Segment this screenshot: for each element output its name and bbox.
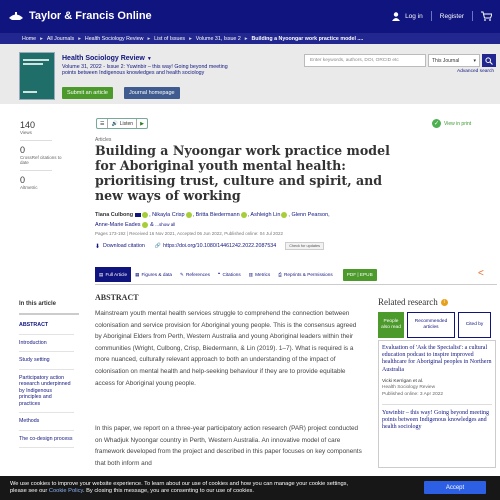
accept-cookies-button[interactable]: Accept: [424, 481, 486, 494]
view-in-print[interactable]: ✓ View in print: [433, 120, 472, 127]
nav-item-introduction[interactable]: Introduction: [19, 340, 74, 353]
in-this-article-nav: [19, 301, 71, 453]
related-article-link[interactable]: Yuwinbir – this way! Going beyond meeting points between Indigenous knowledges and health sociology: [382, 409, 489, 430]
breadcrumb-current: Building a Nyoongar work practice model ....: [251, 35, 364, 42]
article-tabs: [95, 267, 377, 282]
journal-issue-info[interactable]: Volume 31, 2022 - Issue 2: Yuwinbir – this way! Going beyond meeting points between Indigenous knowledges and health sociology: [62, 64, 228, 77]
breadcrumb-home[interactable]: Home: [22, 35, 37, 42]
journal-cover[interactable]: [19, 52, 55, 100]
article-dates: Pages 173-192 | Received 16 Nov 2021, Accepted 06 Jun 2022, Published online: 04 Jul 2022: [95, 231, 284, 236]
author-name[interactable]: Nikayla Crisp: [152, 212, 185, 218]
orcid-icon[interactable]: [281, 212, 287, 218]
nav-item-methods[interactable]: Methods: [19, 418, 74, 431]
orcid-icon[interactable]: [142, 212, 148, 218]
bar-chart-icon: ▥: [248, 271, 254, 277]
advanced-search-link[interactable]: Advanced search: [457, 69, 495, 74]
submit-article-button[interactable]: Submit an article: [62, 87, 113, 99]
related-tabs: [378, 312, 496, 338]
author-list: Tiana Culbong , Nikayla Crisp , Britta Biedermann , Ashleigh Lin , Glenn Pearson, Anne-Marie Eades & ...show all: [95, 212, 330, 228]
orcid-icon[interactable]: [142, 222, 148, 228]
user-icon: [392, 12, 400, 21]
altmetric-label: Altmetric: [20, 185, 38, 190]
cookie-banner: [0, 476, 500, 500]
quote-icon: ❝: [217, 271, 221, 277]
tab-reprints[interactable]: ⎙ Reprints & Permissions: [278, 272, 333, 277]
chevron-down-icon: ▼: [146, 56, 152, 62]
related-research-heading: Related research i: [378, 297, 496, 307]
play-icon[interactable]: ▶: [140, 120, 144, 127]
abstract-heading: ABSTRACT: [95, 293, 139, 302]
crossref-count: 0: [20, 145, 26, 155]
references-icon: ✎: [180, 271, 184, 277]
nav-item-codesign[interactable]: The co-design process: [19, 436, 74, 449]
speaker-icon: 🔊: [111, 120, 118, 127]
article-section-label: Articles: [95, 137, 112, 143]
breadcrumb: Home ▸ All Journals ▸ Health Sociology Review ▸ List of Issues ▸ Volume 31, Issue 2 ▸ Building a Nyoongar work practice model ....: [0, 33, 500, 44]
print-icon: ⎙: [278, 272, 283, 277]
nav-item-par[interactable]: Participatory action research underpinned by Indigenous principles and practices: [19, 375, 74, 414]
listen-player[interactable]: [96, 118, 148, 129]
tab-citations[interactable]: ❝ Citations: [217, 271, 241, 277]
breadcrumb-all-journals[interactable]: All Journals: [46, 35, 75, 42]
related-article-meta: Vicki Kerrigan et al. Health Sociology Review Published online: 3 Apr 2022: [382, 378, 444, 397]
brand-name: Taylor & Francis Online: [29, 10, 152, 22]
tab-full-article[interactable]: ▤ Full Article: [95, 267, 131, 282]
nav-item-study-setting[interactable]: Study setting: [19, 357, 74, 370]
tab-cited-by[interactable]: Cited by: [458, 312, 491, 338]
top-bar: [0, 0, 500, 33]
journal-title[interactable]: Health Sociology Review ▼: [62, 55, 152, 62]
lamp-logo-icon: [8, 9, 24, 23]
nav-item-abstract[interactable]: ABSTRACT: [19, 322, 74, 335]
pdf-epub-button[interactable]: PDF | EPUB: [343, 269, 377, 281]
crossref-label: CrossRef citations to date: [20, 155, 62, 165]
login-link[interactable]: Log in: [405, 12, 423, 20]
listen-button[interactable]: 🔊 Listen: [108, 119, 137, 128]
tab-people-also-read[interactable]: People also read: [378, 312, 404, 338]
account-links: [392, 11, 492, 21]
search-input[interactable]: Enter keywords, authors, DOI, ORCID etc: [304, 54, 426, 67]
related-research-panel: [378, 297, 496, 468]
check-for-updates-badge[interactable]: Check for updates: [285, 242, 324, 250]
doi-icon: 🔗: [154, 243, 162, 249]
check-icon: ✓: [433, 121, 440, 127]
orcid-icon[interactable]: [241, 212, 247, 218]
nav-title: In this article: [19, 301, 57, 307]
tab-references[interactable]: ✎ References: [180, 271, 210, 277]
author-name[interactable]: Ashleigh Lin: [250, 212, 281, 218]
citation-row: [95, 242, 324, 250]
figures-icon: ▦: [135, 271, 140, 277]
divider: [472, 11, 473, 21]
views-label: Views: [20, 130, 32, 135]
cookie-policy-link[interactable]: Cookie Policy: [48, 488, 83, 494]
cookie-message: We use cookies to improve your website experience. To learn about our use of cookies and how you can manage your cookie settings, please see our Cookie Policy. By closing this message, you are consenting to our use of cookies.: [10, 481, 349, 494]
download-icon: ⬇: [95, 243, 101, 250]
chevron-down-icon: ▾: [473, 57, 476, 64]
author-name[interactable]: Tiana Culbong: [95, 212, 134, 218]
search-scope-select[interactable]: This Journal ▾: [428, 54, 480, 67]
article-title: Building a Nyoongar work practice model for Aboriginal youth mental health: prioritising trust, culture and spirit, and new ways of working: [95, 143, 390, 203]
abstract-paragraph: Mainstream youth mental health services struggle to comprehend the connection between colonisation and service provision for Aboriginal young people. This is the consensus agreed by Aboriginal Elders from Perth, Western Australia and young Aboriginal leaders within their communities (Wright, Culbong, Crisp, Biedermann, & Lin (2019). 1–7). What is required is a more nuanced, culturally relevant approach to both an understanding of the impact of colonisation on mental health and help-seeking behaviour if they are to provide equitable access for Aboriginal young people.: [95, 310, 357, 387]
journal-homepage-button[interactable]: Journal homepage: [124, 87, 180, 99]
author-name[interactable]: Glenn Pearson,: [291, 212, 330, 218]
orcid-icon[interactable]: [186, 212, 192, 218]
register-link[interactable]: Register: [439, 12, 464, 20]
divider: [95, 284, 497, 285]
tab-recommended-articles[interactable]: Recommended articles: [407, 312, 455, 338]
share-icon[interactable]: <: [478, 268, 484, 279]
mail-icon[interactable]: [135, 213, 141, 217]
search-button[interactable]: [482, 54, 496, 67]
divider: [431, 11, 432, 21]
document-icon: ▤: [99, 271, 104, 277]
cart-icon[interactable]: [481, 11, 492, 21]
author-name[interactable]: Anne-Marie Eades: [95, 222, 141, 228]
views-count: 140: [20, 120, 36, 130]
breadcrumb-issues[interactable]: List of Issues: [154, 35, 186, 42]
tab-figures[interactable]: ▦ Figures & data: [135, 271, 172, 277]
related-article-link[interactable]: Evaluation of 'Ask the Specialist': a cultural education podcast to inspire improved healthcare for Aboriginal peoples in Northern Australia: [382, 345, 492, 373]
show-all-authors-link[interactable]: ...show all: [155, 222, 176, 227]
author-name[interactable]: Britta Biedermann: [195, 212, 240, 218]
search-icon: [485, 57, 493, 65]
breadcrumb-journal[interactable]: Health Sociology Review: [84, 35, 144, 42]
abstract-paragraph: In this paper, we report on a three-year participatory action research (PAR) project conducted on Whadjuk Nyoongar country in Perth, Western Australia. An innovative model of care framework developed from the project and described in this paper focuses on key components that both inform and: [95, 425, 362, 467]
doi-link[interactable]: https://doi.org/10.1080/14461242.2022.2087534: [163, 243, 277, 249]
menu-icon[interactable]: ☰: [97, 119, 108, 128]
info-icon[interactable]: i: [441, 299, 448, 306]
site-logo[interactable]: [8, 9, 152, 23]
altmetric-count: 0: [20, 175, 26, 185]
article-metrics: [20, 120, 70, 195]
breadcrumb-volume[interactable]: Volume 31, Issue 2: [195, 35, 241, 42]
tab-metrics[interactable]: ▥ Metrics: [248, 271, 271, 277]
related-list: [378, 340, 496, 468]
download-citation-link[interactable]: Download citation: [103, 243, 145, 249]
